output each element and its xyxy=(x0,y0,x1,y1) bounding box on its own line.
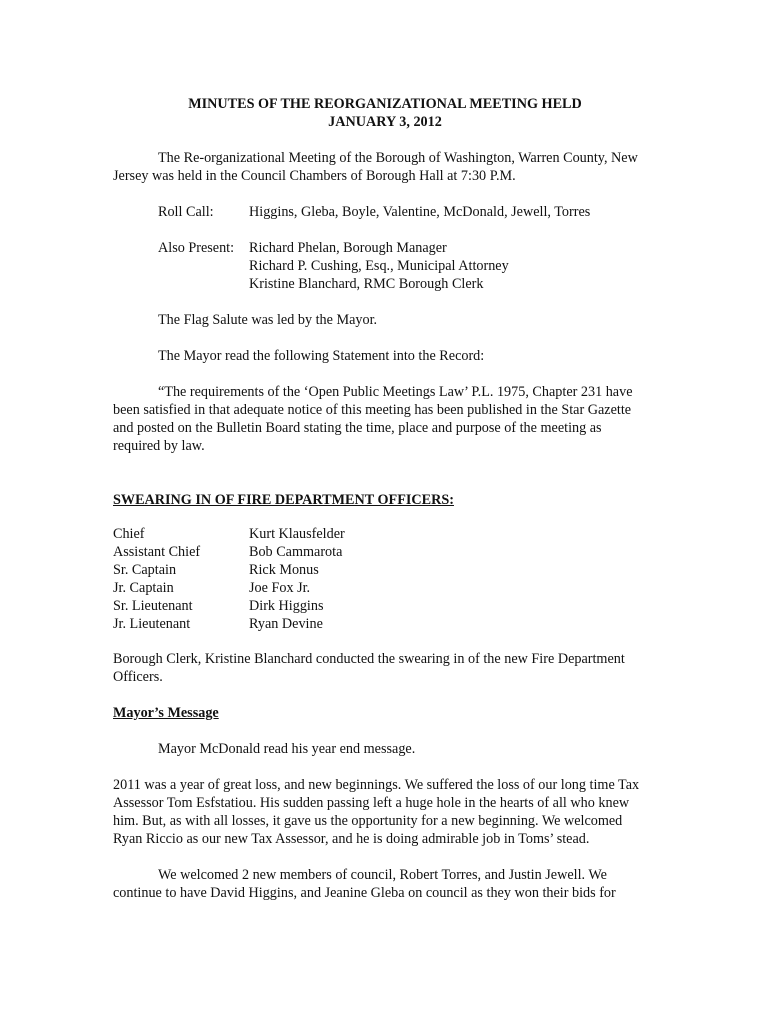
roll-call-value: Higgins, Gleba, Boyle, Valentine, McDonald, Jewell, Torres xyxy=(249,204,591,220)
also-present-name: Richard P. Cushing, Esq., Municipal Attorney xyxy=(249,258,509,274)
mayor-message-heading: Mayor’s Message xyxy=(113,705,219,721)
officer-title: Sr. Captain xyxy=(113,562,177,578)
mayor-para2-line: continue to have David Higgins, and Jeanine Gleba on council as they won their bids for xyxy=(113,885,616,901)
mayor-intro-text: Mayor McDonald read his year end message. xyxy=(158,741,416,757)
intro-line-1: The Re-organizational Meeting of the Borough of Washington, Warren County, New xyxy=(158,150,638,166)
officer-title: Jr. Lieutenant xyxy=(113,616,191,632)
mayor-para1-line: him. But, as with all losses, it gave us the opportunity for a new beginning. We welcomed xyxy=(113,813,623,829)
roll-call-label: Roll Call: xyxy=(158,204,214,220)
statement-line-4: required by law. xyxy=(113,438,205,454)
officer-title: Chief xyxy=(113,526,145,542)
statement-line-3: and posted on the Bulletin Board stating the time, place and purpose of the meeting as xyxy=(113,420,602,436)
officer-name: Dirk Higgins xyxy=(249,598,324,614)
officer-title: Sr. Lieutenant xyxy=(113,598,193,614)
title-line-1: MINUTES OF THE REORGANIZATIONAL MEETING HELD xyxy=(188,96,582,112)
statement-line-1: “The requirements of the ‘Open Public Meetings Law’ P.L. 1975, Chapter 231 have xyxy=(158,384,633,400)
swearing-note-line-1: Borough Clerk, Kristine Blanchard conducted the swearing in of the new Fire Department xyxy=(113,651,625,667)
mayor-para2-line: We welcomed 2 new members of council, Robert Torres, and Justin Jewell. We xyxy=(158,867,607,883)
statement-intro-text: The Mayor read the following Statement into the Record: xyxy=(158,348,485,364)
mayor-para1-line: Assessor Tom Esfstatiou. His sudden passing left a huge hole in the hearts of all who knew xyxy=(113,795,630,811)
mayor-para1-line: 2011 was a year of great loss, and new beginnings. We suffered the loss of our long time Tax xyxy=(113,777,640,793)
officer-name: Ryan Devine xyxy=(249,616,323,632)
flag-salute-text: The Flag Salute was led by the Mayor. xyxy=(158,312,378,328)
fire-section-heading: SWEARING IN OF FIRE DEPARTMENT OFFICERS: xyxy=(113,492,454,508)
officer-title: Jr. Captain xyxy=(113,580,174,596)
also-present-name: Kristine Blanchard, RMC Borough Clerk xyxy=(249,276,484,292)
officer-name: Bob Cammarota xyxy=(249,544,343,560)
intro-line-2: Jersey was held in the Council Chambers of Borough Hall at 7:30 P.M. xyxy=(113,168,516,184)
statement-line-2: been satisfied in that adequate notice of this meeting has been published in the Star Gazette xyxy=(113,402,632,418)
also-present-label: Also Present: xyxy=(158,240,235,256)
swearing-note-line-2: Officers. xyxy=(113,669,163,685)
officer-title: Assistant Chief xyxy=(113,544,201,560)
officer-name: Kurt Klausfelder xyxy=(249,526,345,542)
also-present-name: Richard Phelan, Borough Manager xyxy=(249,240,447,256)
title-line-2: JANUARY 3, 2012 xyxy=(328,114,442,130)
officer-name: Joe Fox Jr. xyxy=(249,580,311,596)
mayor-para1-line: Ryan Riccio as our new Tax Assessor, and he is doing admirable job in Toms’ stead. xyxy=(113,831,590,847)
officer-name: Rick Monus xyxy=(249,562,319,578)
